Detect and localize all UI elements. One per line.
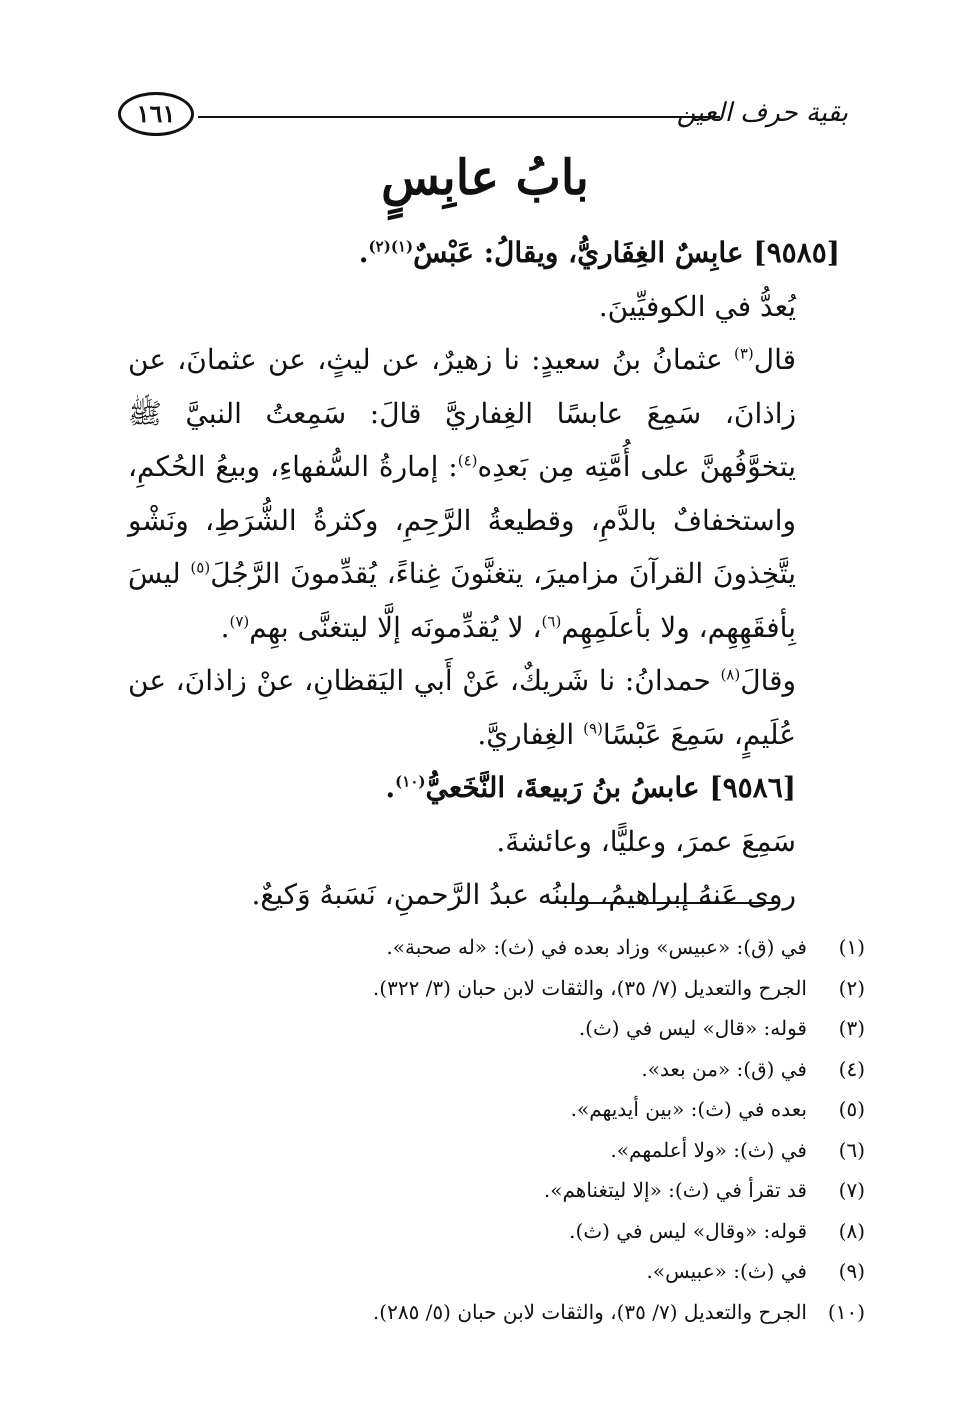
footnote-ref[interactable]: (٧) [229,612,250,631]
footnote-item [105,1211,865,1252]
footnote-text: قوله: «وقال» ليس في (ث). [569,1218,807,1243]
footnote-ref[interactable]: (٨) [720,665,741,684]
entry-heading-text: [٩٥٨٥] عابِسٌ الغِفَاريُّ، ويقالُ: عَبْسٌ [413,236,840,269]
text-run: وقالَ [740,664,796,697]
footnote-number: (٤) [838,1056,865,1081]
footnote-item [105,1170,865,1211]
footnote-text: بعده في (ث): «بين أيديهم». [570,1097,807,1121]
footnote-number: (١) [838,935,865,959]
text-run: : إمارةُ السُّفهاءِ، وبيعُ الحُكمِ، واستخفافٌ بالدَّمِ، وقطيعةُ الرَّحِمِ، وكثرةُ الشُّرَطِ، ونَشْو يتَّخِذونَ القرآنَ مزاميرَ، يتغنَّونَ غِناءً، يُقدِّمونَ الرَّجُلَ [128,450,797,590]
entry-line: روى عَنهُ إبراهيمُ، وابنُه عبدُ الرَّحمنِ، نَسَبهُ وَكيعٌ. [251,878,796,911]
footnote-separator [562,902,780,904]
footnote-number: (٣) [838,1016,865,1040]
text-run: قال [753,343,796,376]
header-rule [198,116,720,118]
running-title: بقية حرف العين [676,98,848,128]
text-run: عثمانُ بنُ سعيدٍ: نا زهيرٌ، عن ليثٍ، عن عثمانَ، عن زاذانَ، سَمِعَ عابسًا الغِفاريَّ قالَ: سَمِعتُ النبيَّ ﷺ يتخوَّفُهنَّ على أُمَّتِه مِن بَعدِه [128,343,796,483]
footnote-item [105,1251,865,1292]
text-run: ليسَ بِأفقَهِهِم، ولا بأعلَمِهِم [128,557,796,644]
footnote-number: (٧) [838,1178,865,1202]
footnote-ref[interactable]: (٥) [190,558,211,577]
footnote-text: في (ث): «ولا أعلمهم». [610,1137,807,1162]
footnote-ref[interactable]: (٦) [541,612,562,631]
text-run: حمدانُ: نا شَريكٌ، عَنْ أَبي اليَقظانِ، عنْ زاذانَ، عن عُلَيمٍ، سَمِعَ عَبْسًا [128,664,796,751]
entry-heading-9585 [128,226,840,280]
entry-heading-9586 [128,761,840,815]
footnote-ref[interactable]: (٩) [583,719,603,738]
text-run: . [220,610,230,644]
entry-line: سَمِعَ عمرَ، وعليًّا، وعائشةَ. [496,824,796,858]
footnote-number: (٢) [838,975,865,1000]
narration-paragraph [128,333,840,654]
footnotes [105,927,865,1332]
text-run: الغِفاريَّ. [477,717,584,751]
footnote-text: في (ث): «عبيس». [646,1259,807,1283]
footnote-number: (٩) [838,1259,865,1283]
entry-heading-end: . [358,236,369,269]
footnote-ref[interactable]: (١)(٢) [368,237,414,256]
footnote-text: الجرح والتعديل (٧/ ٣٥)، والثقات لابن حبان (٥/ ٢٨٥). [372,1299,807,1324]
entry-heading-text: [٩٥٨٦] عابسُ بنُ رَبيعةَ، النَّخَعيُّ [425,771,796,804]
footnote-item [105,927,865,968]
footnote-item [105,1292,865,1333]
entry-heading-end: . [385,771,396,804]
footnote-number: (٦) [838,1137,865,1162]
footnote-number: (٨) [838,1218,865,1243]
footnote-item [105,968,865,1009]
footnote-number: (٥) [838,1097,865,1121]
footnote-text: الجرح والتعديل (٧/ ٣٥)، والثقات لابن حبان (٣/ ٣٢٢). [372,975,807,1000]
main-text [128,226,840,922]
footnote-ref[interactable]: (٤) [457,451,478,470]
narration-paragraph [128,654,840,761]
chapter-title: بابُ عابِسٍ [381,150,589,206]
footnote-text: في (ق): «عبيس» وزاد بعده في (ث): «له صحبة». [386,935,807,959]
footnote-text: قد تقرأ في (ث): «إلا ليتغناهم». [543,1178,807,1202]
footnote-text: في (ق): «من بعد». [641,1056,807,1081]
footnote-text: قوله: «قال» ليس في (ث). [578,1016,807,1040]
footnote-ref[interactable]: (٣) [733,344,754,363]
page-header [118,92,848,142]
footnote-item [105,1130,865,1171]
text-run: ، لا يُقدِّمونَه إلَّا ليتغنَّى بهِم [249,610,542,644]
footnote-item [105,1049,865,1090]
footnote-number: (١٠) [827,1299,865,1324]
footnote-item [105,1008,865,1049]
entry-line: يُعدُّ في الكوفيِّينَ. [598,289,796,323]
page-number: ١٦١ [118,92,194,136]
footnote-ref[interactable]: (١٠) [395,772,426,791]
footnote-item [105,1089,865,1130]
